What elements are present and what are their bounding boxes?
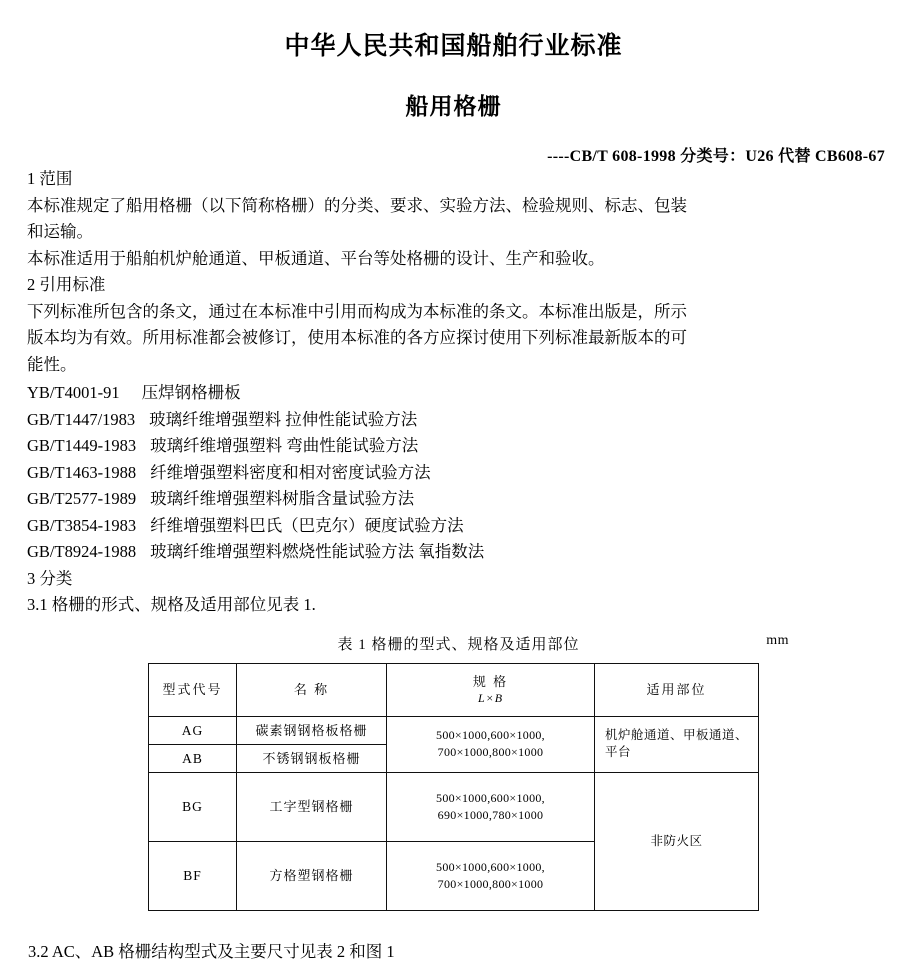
cell-spec-line: 700×1000,800×1000 xyxy=(437,745,544,759)
classification-line: 3.1 格栅的形式、规格及适用部位见表 1. xyxy=(27,595,316,614)
grating-specification-table xyxy=(148,663,759,911)
reference-name: 玻璃纤维增强塑料树脂含量试验方法 xyxy=(150,489,415,508)
footer-line: 3.2 AC、AB 格栅结构型式及主要尺寸见表 2 和图 1 xyxy=(28,941,395,961)
body-line: 版本均为有效。所用标准都会被修订，使用本标准的各方应探讨使用下列标准最新版本的可 xyxy=(27,328,687,347)
cell-use xyxy=(595,772,759,910)
reference-code: GB/T1447/1983 xyxy=(27,409,136,429)
reference-item xyxy=(27,407,879,434)
body-line: 能性。 xyxy=(27,354,77,374)
reference-item xyxy=(27,460,879,487)
reference-code: GB/T1463-1988 xyxy=(27,462,137,482)
reference-item xyxy=(27,433,879,460)
cell-spec xyxy=(387,716,595,772)
column-header-spec-sub: L×B xyxy=(477,690,504,705)
cell-code: BG xyxy=(149,772,237,841)
section-heading-classification: 3 分类 xyxy=(27,568,73,588)
column-header-name: 名 称 xyxy=(237,663,387,716)
reference-name: 压焊钢格栅板 xyxy=(141,383,241,402)
body-line: 本标准适用于船舶机炉舱通道、甲板通道、平台等处格栅的设计、生产和验收。 xyxy=(27,248,605,268)
column-header-spec-label: 规 格 xyxy=(472,673,509,689)
document-page xyxy=(0,26,907,961)
cell-code: AG xyxy=(149,716,237,744)
reference-code: GB/T8924-1988 xyxy=(27,542,137,561)
section-heading-references: 2 引用标准 xyxy=(27,275,106,294)
reference-code: YB/T4001-91 xyxy=(27,383,120,402)
cell-spec xyxy=(387,841,595,910)
reference-code: GB/T1449-1983 xyxy=(27,436,137,455)
reference-list xyxy=(27,380,879,566)
body-text xyxy=(0,166,907,619)
page-title: 中华人民共和国船舶行业标准 xyxy=(284,33,623,60)
cell-name: 工字型钢格栅 xyxy=(237,772,387,841)
cell-use xyxy=(595,716,759,772)
reference-name: 纤维增强塑料巴氏（巴克尔）硬度试验方法 xyxy=(150,515,464,535)
cell-spec-line: 500×1000,600×1000, xyxy=(436,859,545,874)
document-subtitle: 船用格栅 xyxy=(405,94,502,119)
reference-item xyxy=(27,380,879,407)
table-row xyxy=(149,772,759,841)
cell-spec-line: 690×1000,780×1000 xyxy=(437,807,544,822)
table-caption: 表 1 格栅的型式、规格及适用部位 xyxy=(337,636,580,653)
body-line: 下列标准所包含的条文，通过在本标准中引用而构成为本标准的条文。本标准出版是，所示 xyxy=(27,301,687,321)
table-row xyxy=(149,716,759,744)
cell-name: 方格塑钢格栅 xyxy=(237,841,387,910)
reference-item xyxy=(27,486,879,513)
table-unit-label: mm xyxy=(766,632,789,648)
column-header-code: 型式代号 xyxy=(149,663,237,716)
table-header-row xyxy=(149,663,759,716)
section-heading-scope: 1 范围 xyxy=(27,169,73,188)
body-line: 本标准规定了船用格栅（以下简称格栅）的分类、要求、实验方法、检验规则、标志、包装 xyxy=(27,195,687,215)
cell-use-line: 非防火区 xyxy=(650,833,703,848)
standard-number-line: ----CB/T 608-1998 分类号：U26 代替 CB608-67 xyxy=(547,148,885,165)
reference-name: 纤维增强塑料密度和相对密度试验方法 xyxy=(150,462,431,482)
cell-spec-line: 500×1000,600×1000, xyxy=(436,728,545,742)
body-line: 和运输。 xyxy=(27,222,93,241)
cell-use-line: 机炉舱通道、甲板通道、 xyxy=(605,728,749,742)
cell-code: BF xyxy=(149,841,237,910)
cell-code: AB xyxy=(149,744,237,772)
reference-item xyxy=(27,513,879,540)
reference-name: 玻璃纤维增强塑料燃烧性能试验方法 氧指数法 xyxy=(150,542,485,561)
cell-name: 不锈钢钢板格栅 xyxy=(237,744,387,772)
cell-use-line: 平台 xyxy=(605,745,632,759)
cell-name: 碳素钢钢格板格栅 xyxy=(237,716,387,744)
reference-code: GB/T3854-1983 xyxy=(27,515,137,535)
column-header-spec xyxy=(387,663,595,716)
reference-name: 玻璃纤维增强塑料 拉伸性能试验方法 xyxy=(149,409,418,429)
table-section xyxy=(0,633,907,911)
reference-name: 玻璃纤维增强塑料 弯曲性能试验方法 xyxy=(150,436,419,455)
cell-spec-line: 500×1000,600×1000, xyxy=(436,790,545,805)
cell-spec-line: 700×1000,800×1000 xyxy=(437,876,544,891)
cell-spec xyxy=(387,772,595,841)
column-header-use: 适用部位 xyxy=(595,663,759,716)
reference-item xyxy=(27,539,879,566)
reference-code: GB/T2577-1989 xyxy=(27,489,137,508)
